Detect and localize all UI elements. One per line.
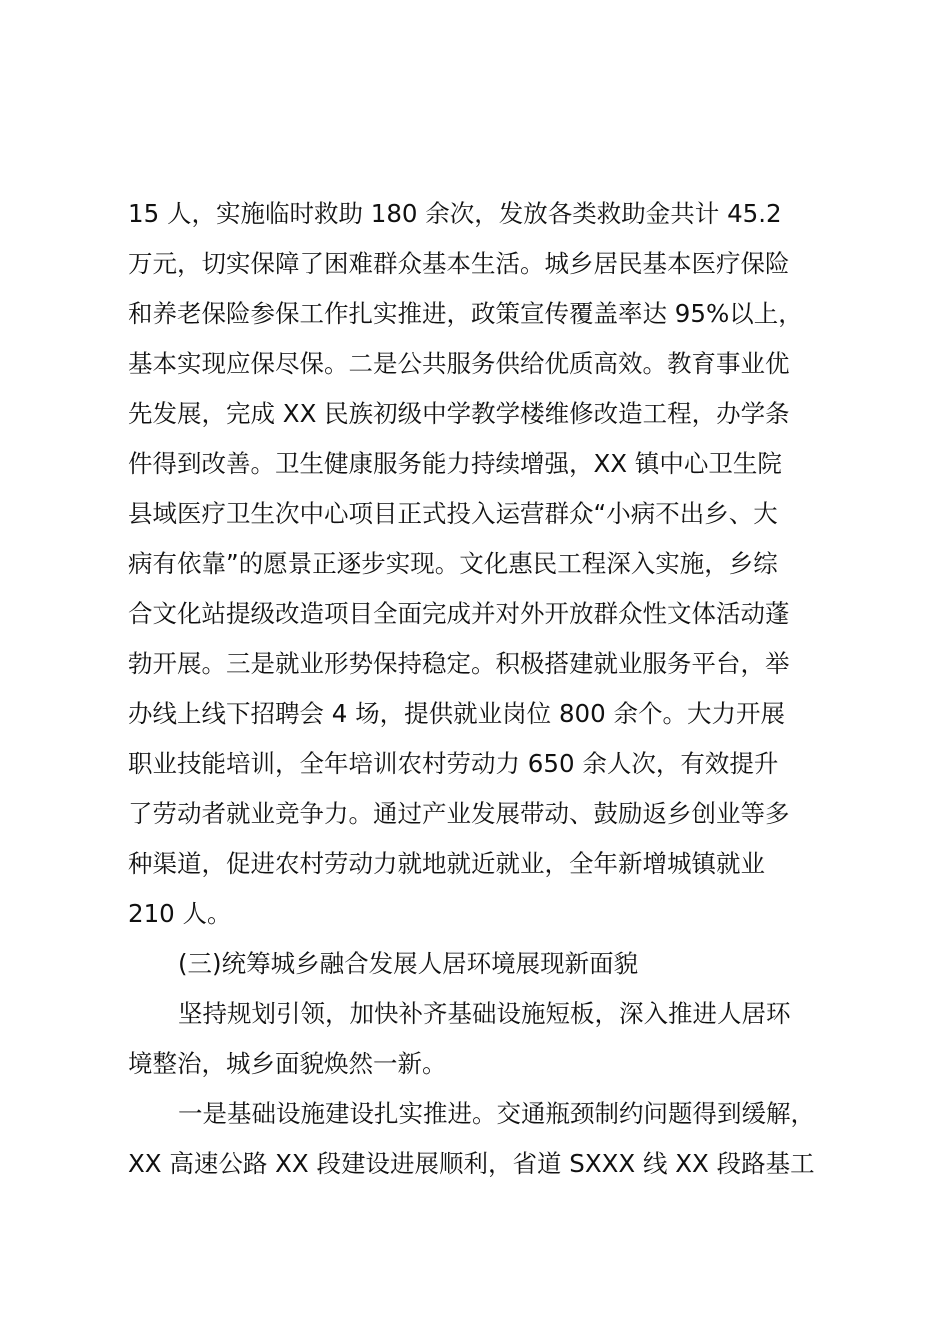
body-text-line: 万元，切实保障了困难群众基本生活。城乡居民基本医疗保险 [128, 249, 790, 278]
body-text-line: 和养老保险参保工作扎实推进，政策宣传覆盖率达 95%以上， [128, 299, 803, 328]
body-text-line: 境整治，城乡面貌焕然一新。 [128, 1049, 447, 1078]
body-text-line: 县域医疗卫生次中心项目正式投入运营群众“小病不出乡、大 [128, 499, 778, 528]
body-text-line: 了劳动者就业竞争力。通过产业发展带动、鼓励返乡创业等多 [128, 799, 790, 828]
body-text-line: 合文化站提级改造项目全面完成并对外开放群众性文体活动蓬 [128, 599, 790, 628]
body-text-line: 一是基础设施建设扎实推进。交通瓶颈制约问题得到缓解， [178, 1099, 815, 1128]
body-text-line: 职业技能培训，全年培训农村劳动力 650 余人次，有效提升 [128, 749, 779, 778]
body-text-line: 种渠道，促进农村劳动力就地就近就业，全年新增城镇就业 [128, 849, 765, 878]
body-text-line: 210 人。 [128, 899, 232, 928]
body-text-line: 病有依靠”的愿景正逐步实现。文化惠民工程深入实施，乡综 [128, 549, 778, 578]
body-text-line: 15 人，实施临时救助 180 余次，发放各类救助金共计 45.2 [128, 199, 782, 228]
body-text-line: 基本实现应保尽保。二是公共服务供给优质高效。教育事业优 [128, 349, 790, 378]
body-text-line: 坚持规划引领，加快补齐基础设施短板，深入推进人居环 [178, 999, 791, 1028]
body-text-line: 勃开展。三是就业形势保持稳定。积极搭建就业服务平台，举 [128, 649, 790, 678]
body-text-line: 先发展，完成 XX 民族初级中学教学楼维修改造工程，办学条 [128, 399, 790, 428]
body-text-line: XX 高速公路 XX 段建设进展顺利，省道 SXXX 线 XX 段路基工 [128, 1149, 815, 1178]
body-text-line: 件得到改善。卫生健康服务能力持续增强，XX 镇中心卫生院 [128, 449, 782, 478]
section-heading: (三)统筹城乡融合发展人居环境展现新面貌 [178, 949, 639, 978]
body-text-line: 办线上线下招聘会 4 场，提供就业岗位 800 余个。大力开展 [128, 699, 785, 728]
